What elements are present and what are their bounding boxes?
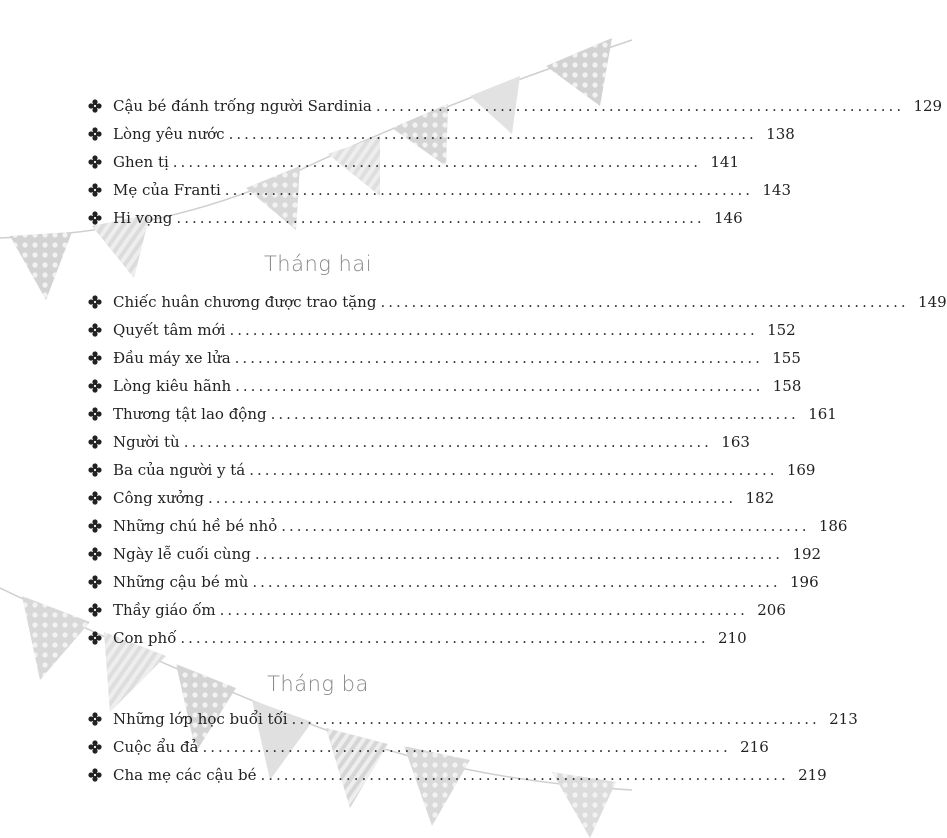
flower-bullet-icon [88, 575, 102, 589]
toc-entry-page: 213 [829, 710, 858, 728]
toc-entry-page: 149 [918, 293, 947, 311]
toc-entry[interactable] [88, 402, 837, 426]
dot-leader: .................................................................... [183, 433, 712, 451]
toc-entry-page: 158 [772, 377, 802, 395]
toc-entry[interactable] [88, 486, 775, 510]
toc-entry-title: Công xưởng [113, 489, 204, 507]
toc-entry-title: Hi vọng [113, 209, 173, 227]
toc-entry-title: Quyết tâm mới [113, 321, 226, 339]
toc-entry-title: Lòng yêu nước [113, 125, 225, 143]
toc-entry-page: 143 [762, 181, 792, 199]
flower-bullet-icon [88, 768, 102, 782]
toc-entry-title: Chiếc huân chương được trao tặng [113, 293, 377, 311]
toc-entry-page: 129 [913, 97, 943, 115]
toc-entry-title: Cậu bé đánh trống người Sardinia [113, 97, 372, 115]
toc-entry[interactable] [88, 206, 743, 230]
toc-entry-page: 155 [772, 349, 801, 367]
dot-leader: .................................................................... [229, 321, 758, 339]
toc-entry[interactable] [88, 318, 796, 342]
flower-bullet-icon [88, 491, 102, 505]
dot-leader: .................................................................... [234, 349, 763, 367]
flower-bullet-icon [88, 631, 102, 645]
flower-bullet-icon [88, 99, 102, 113]
toc-entry-page: 152 [767, 321, 796, 339]
bunting-flag [22, 596, 90, 680]
bunting-flag [10, 232, 72, 300]
flower-bullet-icon [88, 712, 102, 726]
toc-entry[interactable] [88, 290, 947, 314]
toc-entry[interactable] [88, 707, 858, 731]
flower-bullet-icon [88, 155, 102, 169]
toc-entry-page: 169 [786, 461, 816, 479]
flower-bullet-icon [88, 351, 102, 365]
dot-leader: .................................................................... [202, 738, 731, 756]
flower-bullet-icon [88, 323, 102, 337]
dot-leader: .................................................................... [228, 125, 757, 143]
toc-entry-title: Ba của người y tá [113, 461, 246, 479]
toc-entry-title: Con phố [113, 629, 177, 647]
flower-bullet-icon [88, 183, 102, 197]
toc-entry-page: 216 [740, 738, 769, 756]
dot-leader: .................................................................... [260, 766, 789, 784]
toc-entry[interactable] [88, 94, 943, 118]
dot-leader: .................................................................... [176, 209, 705, 227]
dot-leader: .................................................................... [207, 489, 737, 507]
flower-bullet-icon [88, 463, 102, 477]
toc-entry-page: 163 [721, 433, 750, 451]
toc-entry-page: 141 [710, 153, 740, 171]
toc-entry-page: 182 [745, 489, 775, 507]
section-heading: Tháng hai [263, 252, 373, 276]
toc-entry-title: Cha mẹ các cậu bé [113, 766, 257, 784]
toc-entry-title: Những lớp học buổi tối [113, 710, 288, 728]
toc-entry[interactable] [88, 763, 827, 787]
toc-entry-page: 146 [714, 209, 743, 227]
toc-entry[interactable] [88, 122, 795, 146]
toc-entry-title: Lòng kiêu hãnh [113, 377, 232, 395]
toc-entry[interactable] [88, 542, 822, 566]
dot-leader: .................................................................... [375, 97, 905, 115]
toc-entry-page: 206 [757, 601, 786, 619]
dot-leader: .................................................................... [254, 545, 784, 563]
dot-leader: .................................................................... [270, 405, 799, 423]
dot-leader: .................................................................... [291, 710, 820, 728]
flower-bullet-icon [88, 407, 102, 421]
toc-entry[interactable] [88, 735, 769, 759]
dot-leader: .................................................................... [249, 461, 778, 479]
flower-bullet-icon [88, 603, 102, 617]
toc-entry[interactable] [88, 374, 802, 398]
toc-entry-title: Ngày lễ cuối cùng [113, 545, 251, 563]
toc-entry[interactable] [88, 626, 747, 650]
flower-bullet-icon [88, 547, 102, 561]
dot-leader: .................................................................... [172, 153, 702, 171]
flower-bullet-icon [88, 435, 102, 449]
dot-leader: .................................................................... [235, 377, 764, 395]
toc-entry[interactable] [88, 150, 740, 174]
dot-leader: .................................................................... [252, 573, 781, 591]
flower-bullet-icon [88, 211, 102, 225]
dot-leader: .................................................................... [380, 293, 909, 311]
toc-entry-page: 210 [717, 629, 747, 647]
toc-entry-title: Cuộc ẩu đả [113, 738, 199, 756]
toc-entry-page: 161 [808, 405, 837, 423]
section-heading: Tháng ba [267, 672, 369, 696]
toc-entry[interactable] [88, 178, 792, 202]
toc-entry[interactable] [88, 346, 801, 370]
toc-entry-title: Thương tật lao động [113, 405, 267, 423]
toc-entry-title: Thầy giáo ốm [113, 601, 216, 619]
toc-entry[interactable] [88, 598, 786, 622]
toc-entry[interactable] [88, 514, 848, 538]
dot-leader: .................................................................... [281, 517, 810, 535]
dot-leader: .................................................................... [224, 181, 754, 199]
toc-entry-page: 192 [792, 545, 822, 563]
flower-bullet-icon [88, 295, 102, 309]
flower-bullet-icon [88, 379, 102, 393]
dot-leader: .................................................................... [219, 601, 748, 619]
toc-entry[interactable] [88, 458, 816, 482]
toc-entry[interactable] [88, 570, 819, 594]
toc-entry-page: 138 [766, 125, 795, 143]
toc-entry-page: 186 [818, 517, 848, 535]
toc-entry[interactable] [88, 430, 750, 454]
toc-entry-title: Ghen tị [113, 153, 169, 171]
toc-entry-page: 196 [789, 573, 819, 591]
dot-leader: .................................................................... [180, 629, 709, 647]
toc-entry-title: Người tù [113, 433, 180, 451]
toc-entry-title: Mẹ của Franti [113, 181, 221, 199]
toc-entry-title: Những chú hề bé nhỏ [113, 517, 278, 535]
toc-entry-page: 219 [798, 766, 827, 784]
toc-entry-title: Đầu máy xe lửa [113, 349, 231, 367]
flower-bullet-icon [88, 127, 102, 141]
toc-entry-title: Những cậu bé mù [113, 573, 249, 591]
flower-bullet-icon [88, 740, 102, 754]
flower-bullet-icon [88, 519, 102, 533]
